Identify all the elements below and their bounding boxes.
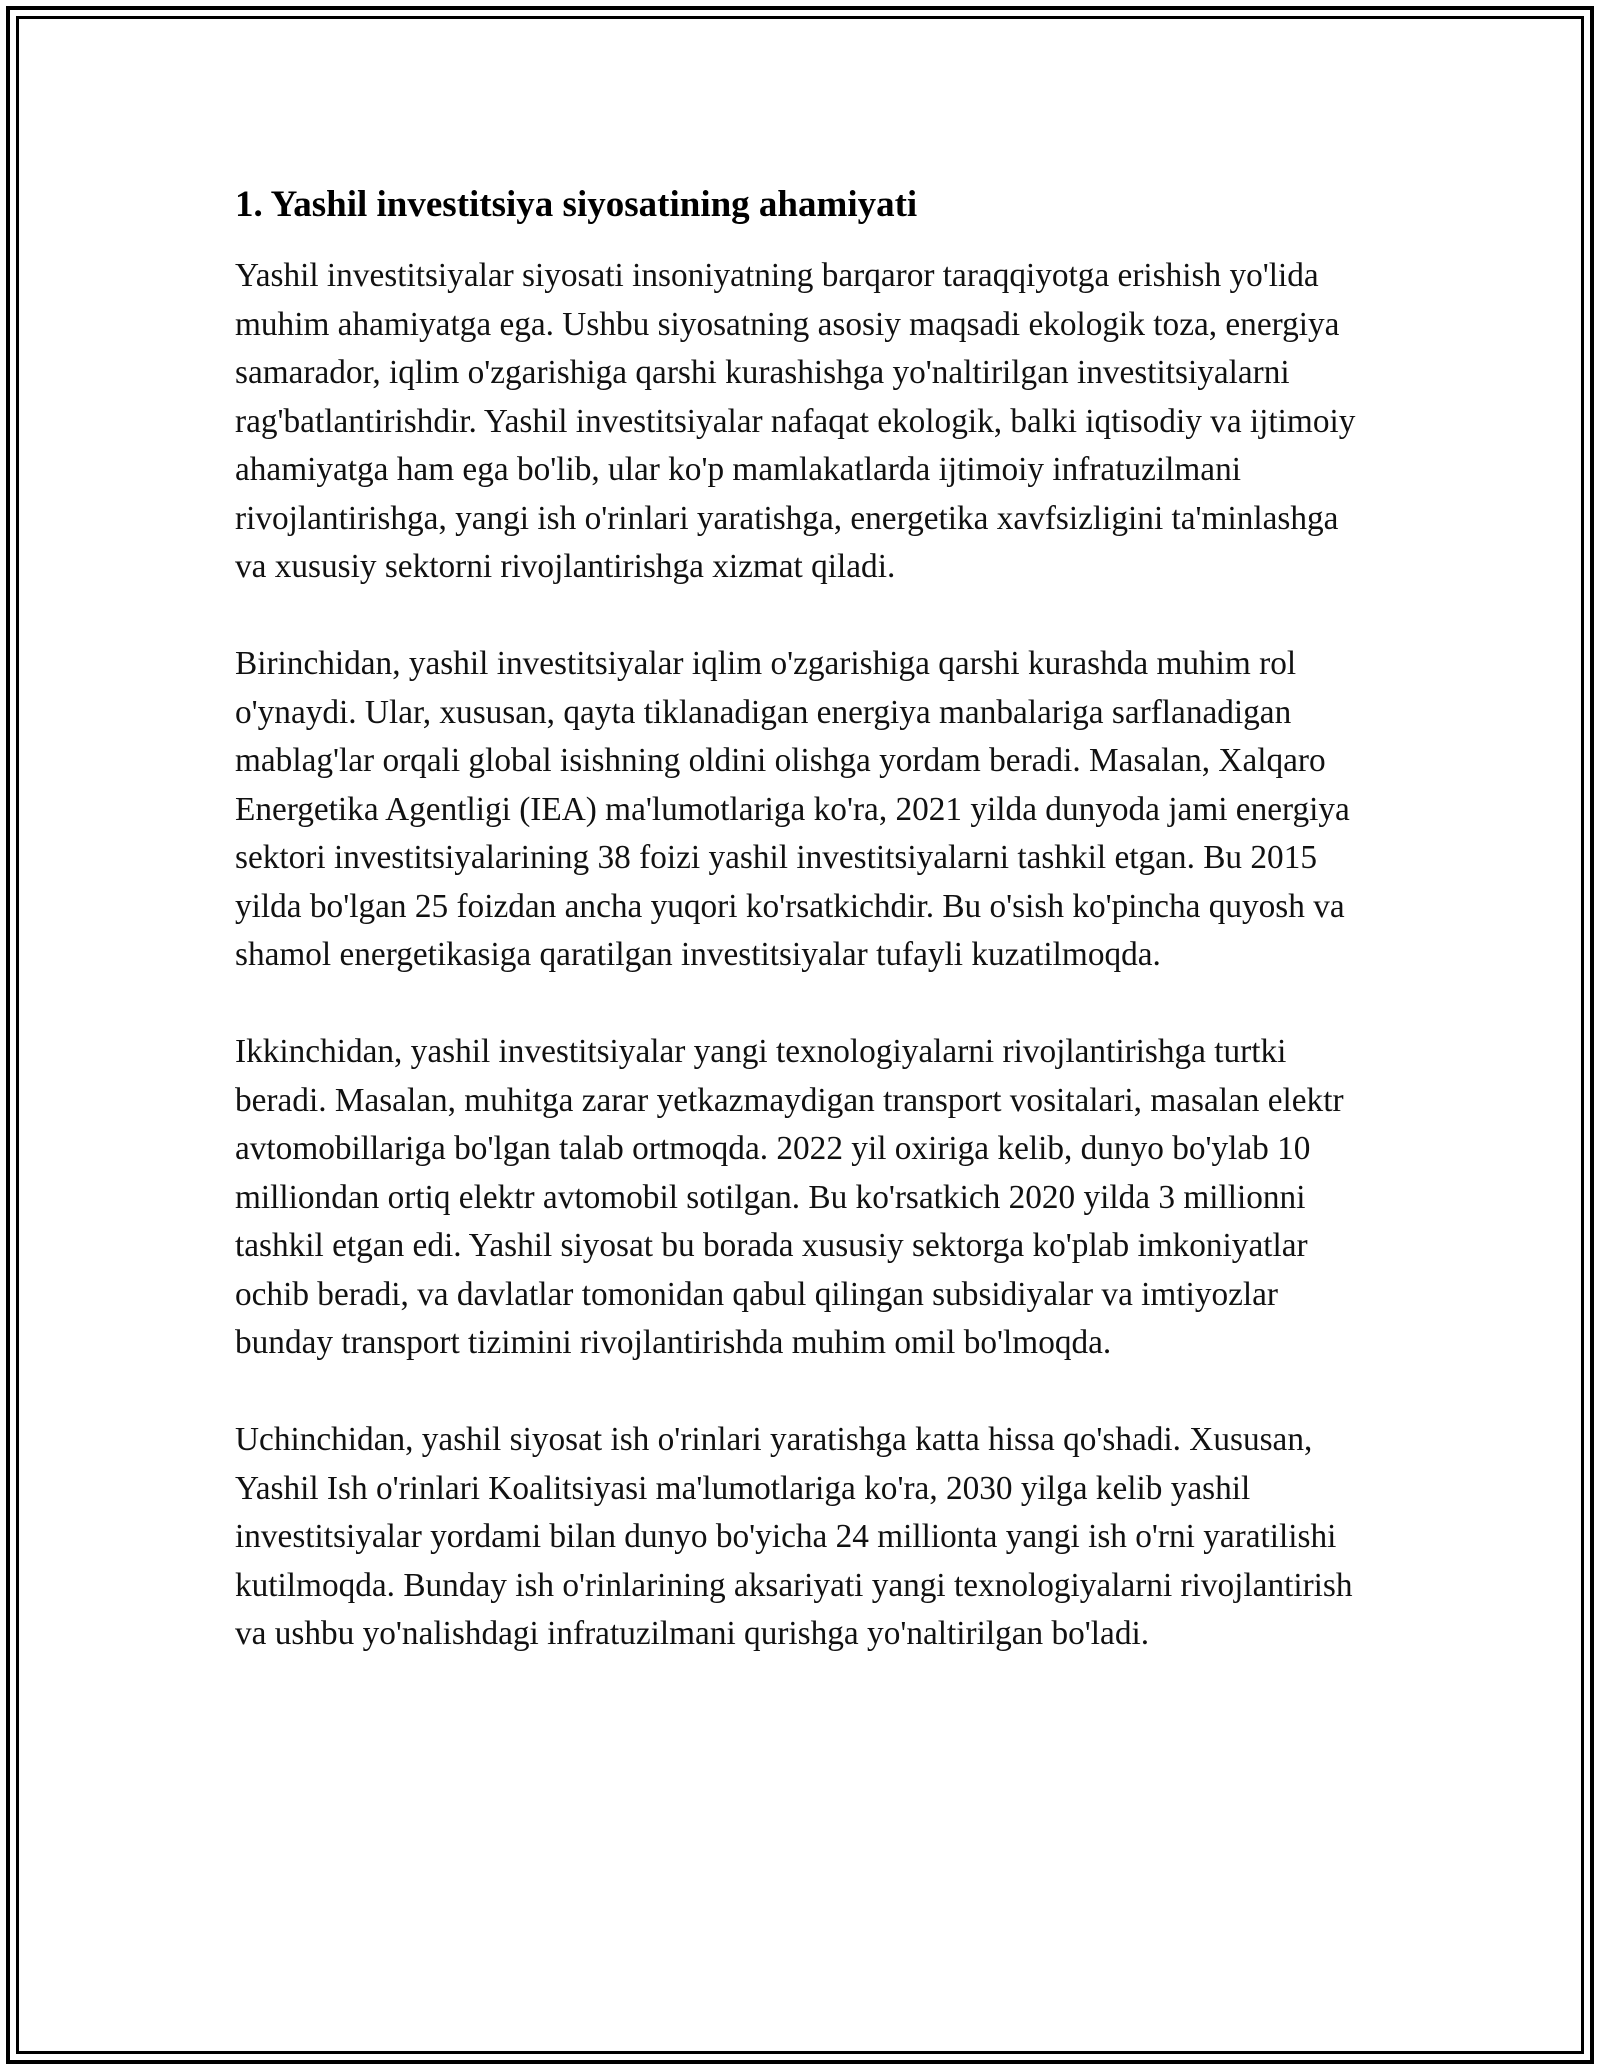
paragraph-intro: Yashil investitsiyalar siyosati insoniyatning barqaror taraqqiyotga erishish yo'lida muhim ahamiyatga ega. Ushbu siyosatning asosiy maqsadi ekologik toza, energiya samarador, iqlim o'zgarishiga qarshi kurashishga yo'naltirilgan investitsiyalarni rag'batlantirishdir. Yashil investitsiyalar nafaqat ekologik, balki iqtisodiy va ijtimoiy ahamiyatga ham ega bo'lib, ular ko'p mamlakatlarda ijtimoiy infratuzilmani rivojlantirishga, yangi ish o'rinlari yaratishga, energetika xavfsizligini ta'minlashga va xususiy sektorni rivojlantirishga xizmat qiladi. [235,257,1356,586]
section-heading: 1. Yashil investitsiya siyosatining ahamiyati [235,184,918,225]
paragraph-first-point: Birinchidan, yashil investitsiyalar iqlim o'zgarishiga qarshi kurashda muhim rol o'ynaydi. Ular, xususan, qayta tiklanadigan energiya manbalariga sarflanadigan mablag'lar orqali global isishning oldini olishga yordam beradi. Masalan, Xalqaro Energetika Agentligi (IEA) ma'lumotlariga ko'ra, 2021 yilda dunyoda jami energiya sektori investitsiyalarining 38 foizi yashil investitsiyalarni tashkil etgan. Bu 2015 yilda bo'lgan 25 foizdan ancha yuqori ko'rsatkichdir. Bu o'sish ko'pincha quyosh va shamol energetikasiga qaratilgan investitsiyalar tufayli kuzatilmoqda. [235,645,1350,974]
paragraph-third-point: Uchinchidan, yashil siyosat ish o'rinlari yaratishga katta hissa qo'shadi. Xususan, Yashil Ish o'rinlari Koalitsiyasi ma'lumotlariga ko'ra, 2030 yilga kelib yashil investitsiyalar yordami bilan dunyo bo'yicha 24 millionta yangi ish o'rni yaratilishi kutilmoqda. Bunday ish o'rinlarining aksariyati yangi texnologiyalarni rivojlantirish va ushbu yo'nalishdagi infratuzilmani qurishga yo'naltirilgan bo'ladi. [235,1421,1353,1653]
document-body [235,183,1365,1707]
paragraph-second-point: Ikkinchidan, yashil investitsiyalar yangi texnologiyalarni rivojlantirishga turtki beradi. Masalan, muhitga zarar yetkazmaydigan transport vositalari, masalan elektr avtomobillariga bo'lgan talab ortmoqda. 2022 yil oxiriga kelib, dunyo bo'ylab 10 milliondan ortiq elektr avtomobil sotilgan. Bu ko'rsatkich 2020 yilda 3 millionni tashkil etgan edi. Yashil siyosat bu borada xususiy sektorga ko'plab imkoniyatlar ochib beradi, va davlatlar tomonidan qabul qilingan subsidiyalar va imtiyozlar bunday transport tizimini rivojlantirishda muhim omil bo'lmoqda. [235,1033,1344,1362]
